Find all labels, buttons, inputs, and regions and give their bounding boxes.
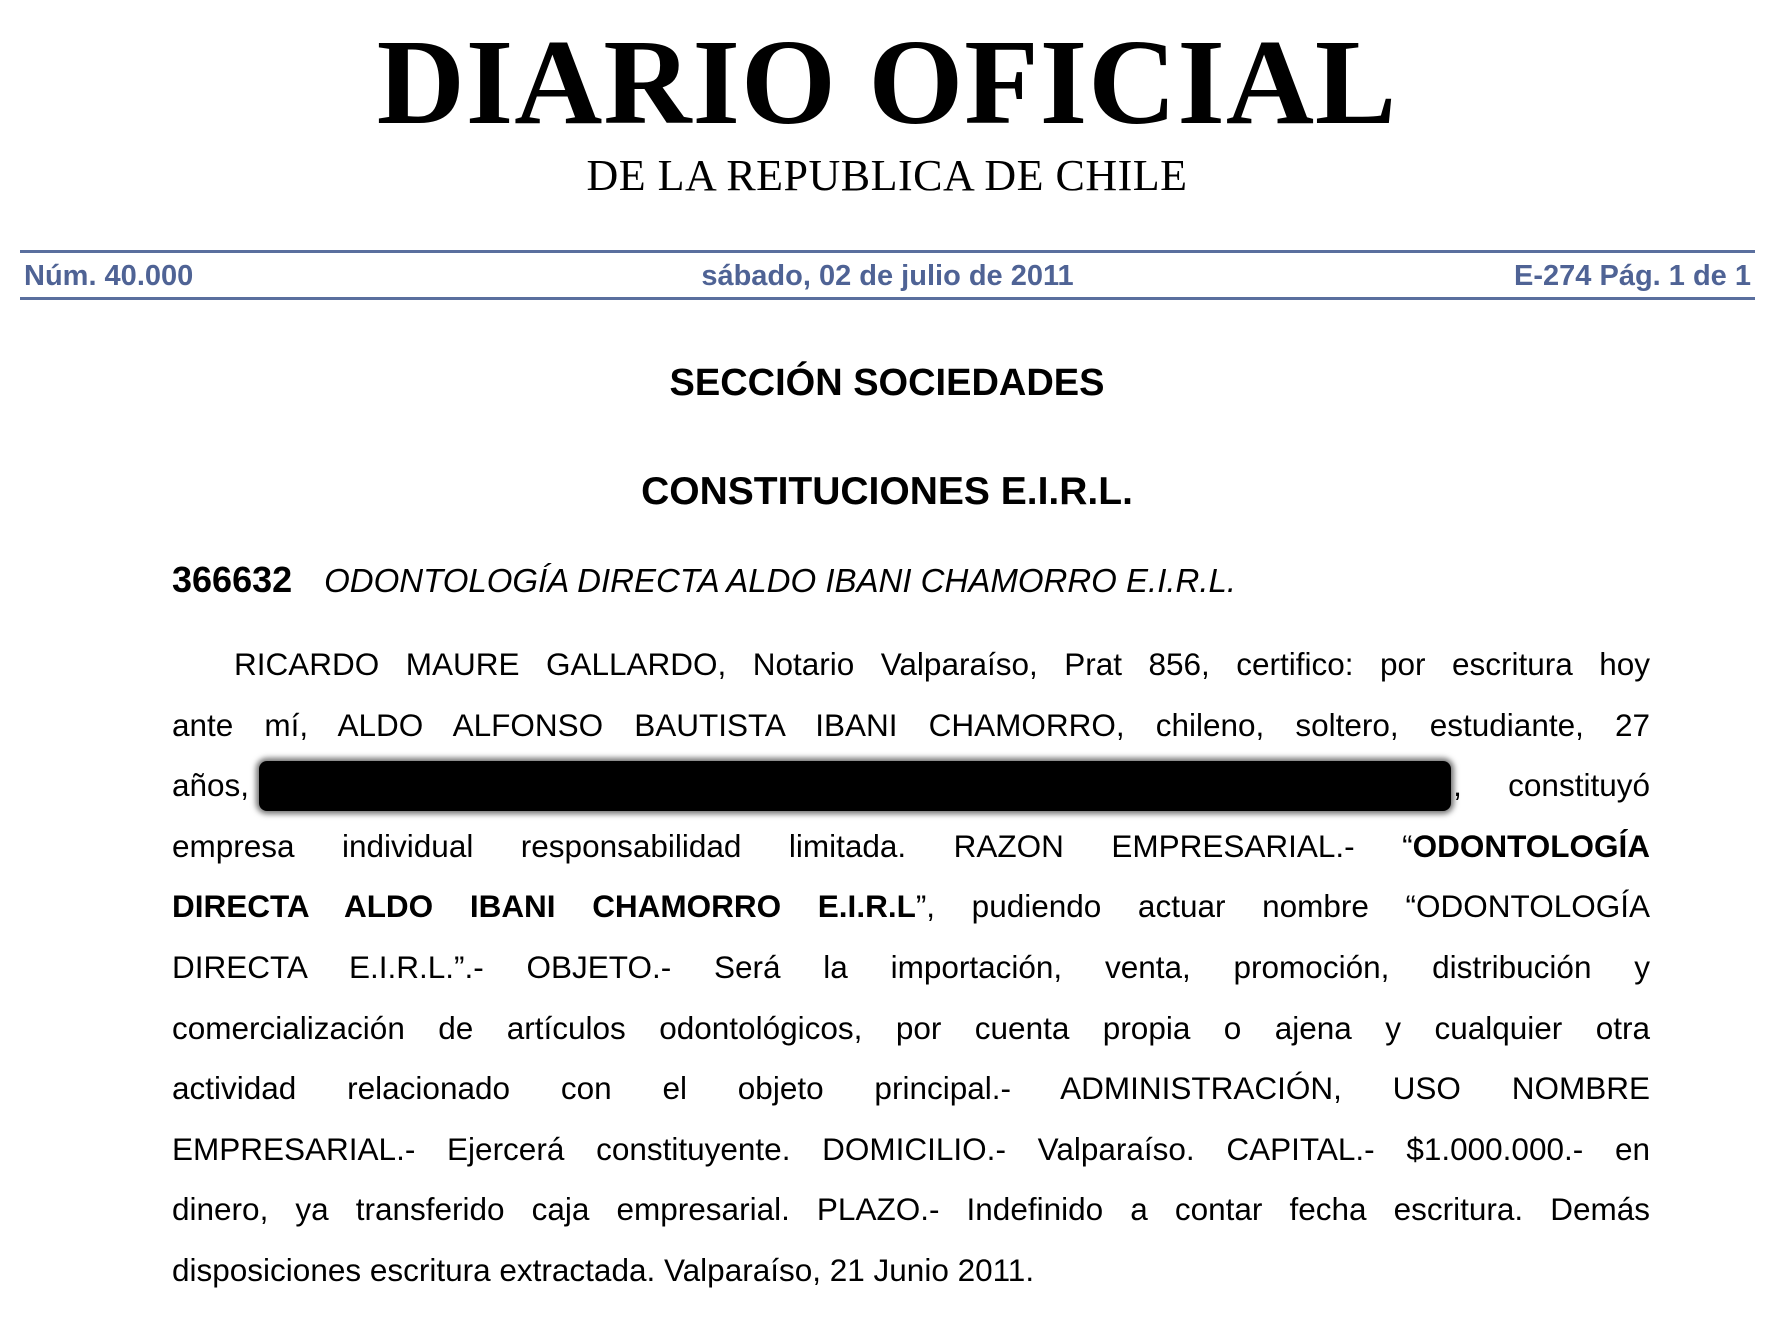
entry-company-name: ODONTOLOGÍA DIRECTA ALDO IBANI CHAMORRO E.I.R.L. xyxy=(324,562,1237,599)
body-text-fragment: ”, pudiendo actuar nombre “ODONTOLOGÍA xyxy=(915,888,1650,925)
entry-heading xyxy=(172,555,1236,605)
header-top-rule xyxy=(20,250,1755,253)
section-title: SECCIÓN SOCIEDADES xyxy=(669,362,1105,404)
body-text-fragment: empresa individual responsabilidad limitada. RAZON EMPRESARIAL.- “ xyxy=(172,827,1413,864)
body-line xyxy=(172,876,1650,937)
body-line: disposiciones escritura extractada. Valparaíso, 21 Junio 2011. xyxy=(172,1251,1035,1288)
company-name-bold: ODONTOLOGÍA xyxy=(1412,827,1650,864)
body-line: EMPRESARIAL.- Ejercerá constituyente. DOMICILIO.- Valparaíso. CAPITAL.- $1.000.000.- en xyxy=(172,1130,1650,1167)
body-line: dinero, ya transferido caja empresarial. PLAZO.- Indefinido a contar fecha escritura. Demás xyxy=(172,1191,1650,1228)
issue-date: sábado, 02 de julio de 2011 xyxy=(701,260,1074,292)
masthead-subtitle: DE LA REPUBLICA DE CHILE xyxy=(586,151,1188,200)
entry-number: 366632 xyxy=(172,559,293,600)
issue-page: E-274 Pág. 1 de 1 xyxy=(1514,260,1751,292)
subsection-title: CONSTITUCIONES E.I.R.L. xyxy=(641,470,1133,513)
masthead-title: DIARIO OFICIAL xyxy=(376,15,1398,150)
body-line: comercialización de artículos odontológicos, por cuenta propia o ajena y cualquier otra xyxy=(172,1009,1650,1046)
issue-bar xyxy=(24,256,1751,296)
redaction-bar xyxy=(259,761,1451,811)
body-line: DIRECTA E.I.R.L.”.- OBJETO.- Será la importación, venta, promoción, distribución y xyxy=(172,948,1650,985)
body-line xyxy=(172,755,1650,816)
body-line: ante mí, ALDO ALFONSO BAUTISTA IBANI CHAMORRO, chileno, soltero, estudiante, 27 xyxy=(172,706,1650,743)
body-text-fragment: años, xyxy=(172,767,250,804)
body-line xyxy=(172,816,1650,877)
issue-number: Núm. 40.000 xyxy=(24,260,194,292)
body-text-fragment: , constituyó xyxy=(1453,767,1650,804)
company-name-bold: DIRECTA ALDO IBANI CHAMORRO E.I.R.L xyxy=(172,888,916,925)
header-bottom-rule xyxy=(20,297,1755,300)
entry-body xyxy=(172,634,1650,1301)
body-line: actividad relacionado con el objeto principal.- ADMINISTRACIÓN, USO NOMBRE xyxy=(172,1070,1650,1107)
body-line: RICARDO MAURE GALLARDO, Notario Valparaíso, Prat 856, certifico: por escritura hoy xyxy=(234,646,1650,682)
